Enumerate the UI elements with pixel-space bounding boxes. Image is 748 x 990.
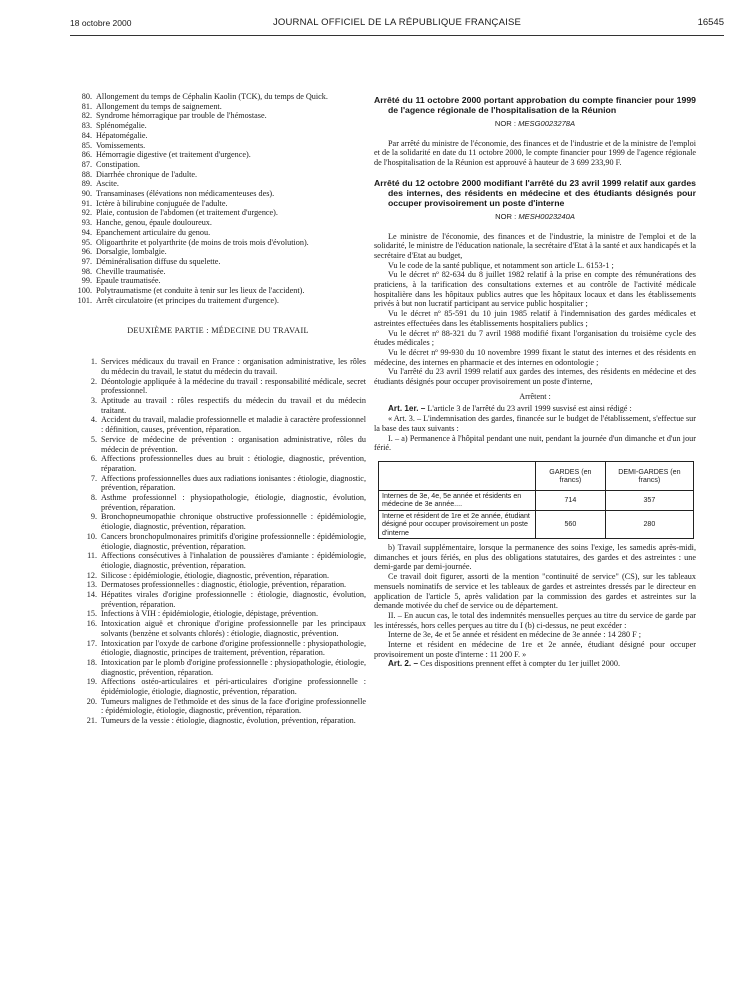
list-item	[70, 276, 366, 286]
list-item-number: 21.	[86, 716, 97, 726]
list-item	[70, 92, 366, 102]
list-item-number: 87.	[81, 159, 92, 169]
list-item	[70, 238, 366, 248]
list-item-number: 12.	[86, 570, 97, 580]
list-item-text: Hanche, genou, épaule douloureux.	[96, 218, 212, 228]
list-item-text: Tumeurs de la vessie : étiologie, diagnostic, évolution, prévention, réparation.	[101, 716, 356, 726]
list-item-text: Hémorragie digestive (et traitement d'urgence).	[96, 150, 251, 160]
decree-2-title: Arrêté du 12 octobre 2000 modifiant l'arrêté du 23 avril 1999 relatif aux gardes des internes, des résidents en médecine et des étudiants désignés pour occuper provisoirement un poste d'interne	[374, 177, 696, 208]
list-item	[70, 474, 366, 493]
list-item-number: 7.	[90, 473, 97, 483]
list-item	[70, 170, 366, 180]
list-item-number: 83.	[81, 121, 92, 131]
list-item-number: 11.	[87, 551, 97, 561]
list-item-text: Vomissements.	[96, 140, 146, 150]
list-item-number: 10.	[86, 531, 97, 541]
list-item-text: Cancers bronchopulmonaires primitifs d'origine professionnelle : épidémiologie, étiologie, diagnostic, prévention, réparation.	[101, 531, 366, 551]
list-item-text: Intoxication par le plomb d'origine professionnelle : physiopathologie, étiologie, diagnostic, prévention, réparation.	[101, 657, 366, 677]
list-item-text: Diarrhée chronique de l'adulte.	[96, 169, 198, 179]
list-item-text: Affections professionnelles dues au bruit : étiologie, diagnostic, prévention, réparation.	[101, 454, 366, 473]
decree-1-nor: NOR : MESG0023278A	[494, 119, 576, 128]
list-item-text: Polytraumatisme (et conduite à tenir sur les lieux de l'accident).	[96, 286, 305, 296]
list-item-number: 98.	[81, 266, 92, 276]
list-item-text: Ascite.	[96, 179, 119, 189]
list-item	[70, 590, 366, 609]
list-item-number: 80.	[81, 92, 92, 101]
list-item-number: 96.	[81, 247, 92, 257]
quoted-article-3: « Art. 3. – L'indemnisation des gardes, financée sur le budget de l'établissement, s'effectue sur la base des taux suivants :	[374, 414, 697, 433]
table-header-gardes: GARDES (en francs)	[536, 461, 606, 490]
table-cell-label: Internes de 3e, 4e, 5e année et résidents en médecine de 3e année....	[379, 490, 536, 510]
list-item	[70, 677, 366, 696]
left-column	[70, 92, 366, 726]
list-item	[70, 199, 366, 209]
list-item-text: Arrêt circulatoire (et principes du traitement d'urgence).	[96, 295, 279, 305]
list-item	[70, 150, 366, 160]
list-item-text: Cheville traumatisée.	[96, 266, 166, 276]
list-item-number: 88.	[81, 169, 92, 179]
arretent-heading: Arrêtent :	[519, 391, 551, 401]
list-item	[70, 267, 366, 277]
list-item-text: Dorsalgie, lombalgie.	[96, 247, 167, 257]
list-item	[70, 658, 366, 677]
list-item-text: Constipation.	[96, 159, 140, 169]
header-page-number: 16545	[697, 17, 724, 28]
list-item	[70, 111, 366, 121]
list-item	[70, 512, 366, 531]
decree-2-nor: NOR : MESH0023240A	[495, 211, 575, 221]
paragraph: Le ministre de l'économie, des finances et de l'industrie, la ministre de l'emploi et de la solidarité, le ministre de l'éducation nationale, la secrétaire d'Etat à la santé et aux handicapés et la secrétaire d'Etat au budget,	[374, 231, 696, 260]
list-item-number: 4.	[90, 415, 97, 425]
decree-1-body: Par arrêté du ministre de l'économie, des finances et de l'industrie et de la ministre de l'emploi et de la solidarité en date du 11 octobre 2000, le compte financier pour 1999 de l'agence régionale de l'hospitalisation de la Réunion est approuvé à hauteur de 3 699 233,90 F.	[374, 138, 696, 168]
list-item-text: Allongement du temps de saignement.	[96, 101, 222, 111]
header-rule	[70, 35, 724, 36]
list-item	[70, 228, 366, 238]
list-item-text: Epanchement articulaire du genou.	[96, 227, 211, 237]
list-item-number: 17.	[86, 638, 97, 648]
list-item	[70, 179, 366, 189]
paragraph: Vu le code de la santé publique, et notamment son article L. 6153-1 ;	[388, 260, 614, 270]
paragraph-ii-2: Interne et résident en médecine de 1re et 2e année, étudiant désigné pour occuper provisoirement un poste d'interne : 11 200 F. »	[374, 640, 696, 659]
list-item-number: 100.	[77, 286, 92, 296]
article-2-label: Art. 2. –	[388, 659, 419, 669]
list-item-text: Infections à VIH : épidémiologie, étiologie, dépistage, prévention.	[101, 609, 318, 619]
list-item	[70, 131, 366, 141]
list-item-number: 13.	[86, 580, 97, 590]
list-item-number: 18.	[86, 657, 97, 667]
list-item-text: Syndrome hémorragique par trouble de l'hémostase.	[96, 111, 267, 121]
list-item	[70, 619, 366, 638]
table-header-demi-gardes: DEMI-GARDES (en francs)	[605, 461, 693, 490]
list-item	[70, 189, 366, 199]
table-header-blank	[379, 461, 536, 490]
list-item-text: Bronchopneumopathie chronique obstructive professionnelle : épidémiologie, étiologie, diagnostic, prévention, réparation.	[101, 512, 366, 532]
list-item-text: Affections professionnelles dues aux radiations ionisantes : étiologie, diagnostic, prévention, réparation.	[101, 473, 366, 493]
list-item	[70, 296, 366, 306]
list-item	[70, 121, 366, 131]
list-item-number: 8.	[90, 493, 97, 503]
article-1-label: Art. 1er. –	[388, 404, 426, 414]
list-item-text: Allongement du temps de Céphalin Kaolin (TCK), du temps de Quick.	[96, 92, 328, 101]
list-item-number: 9.	[90, 512, 97, 522]
list-item-text: Intoxication par l'oxyde de carbone d'origine professionnelle : physiopathologie, étiologie, diagnostic, principes de traitement, prévention, réparation.	[101, 638, 366, 658]
list-item-number: 81.	[81, 101, 92, 111]
decree-1-nor-code: MESG0023278A	[518, 119, 576, 128]
decree-2-nor-code: MESH0023240A	[518, 211, 575, 221]
symptom-list	[70, 92, 366, 305]
list-item-text: Affections consécutives à l'inhalation de poussières d'amiante : épidémiologie, étiologie, diagnostic, prévention, réparation.	[101, 551, 366, 570]
list-item-number: 89.	[81, 179, 92, 189]
list-item-number: 97.	[81, 256, 92, 266]
list-item	[70, 286, 366, 296]
list-item	[70, 580, 366, 590]
list-item-number: 20.	[86, 696, 97, 706]
list-item-text: Accident du travail, maladie professionnelle et maladie à caractère professionnel : définition, causes, prévention, réparation.	[101, 415, 366, 435]
list-item-number: 91.	[81, 198, 92, 208]
list-item	[70, 396, 366, 415]
list-item-text: Déontologie appliquée à la médecine du travail : responsabilité médicale, secret professionnel.	[101, 376, 366, 396]
paragraph-b: b) Travail supplémentaire, lorsque la permanence des soins l'exige, les samedis après-midi, dimanches et jours fériés, en plus des obligations statutaires, des gardes et des astreintes : une demi-garde par demi-journée.	[374, 543, 696, 572]
list-item	[70, 435, 366, 454]
list-item-text: Asthme professionnel : physiopathologie, étiologie, diagnostic, évolution, prévention, réparation.	[101, 493, 366, 512]
table-cell-gardes: 560	[536, 510, 606, 538]
page-header	[70, 18, 724, 30]
header-date: 18 octobre 2000	[70, 18, 132, 28]
list-item	[70, 377, 366, 396]
list-item-number: 94.	[81, 227, 92, 237]
list-item-text: Dermatoses professionnelles : diagnostic, étiologie, prévention, réparation.	[101, 580, 347, 590]
occupational-medicine-list	[70, 357, 366, 726]
paragraph-ii: II. – En aucun cas, le total des indemnités mensuelles perçues au titre du service de garde par les intéressés, hors celles perçues au titre du I (b) ci-dessus, ne peut excéder :	[374, 610, 696, 630]
list-item-text: Hépatites virales d'origine professionnelle : étiologie, diagnostic, évolution, prévention, réparation.	[101, 590, 366, 609]
list-item-number: 19.	[86, 677, 97, 687]
paragraph: Vu le décret nº 88-321 du 7 avril 1988 modifié fixant l'organisation du troisième cycle des études médicales ;	[374, 328, 696, 348]
right-column	[374, 95, 696, 669]
list-item	[70, 609, 366, 619]
list-item-text: Plaie, contusion de l'abdomen (et traitement d'urgence).	[96, 208, 278, 218]
list-item-number: 85.	[81, 140, 92, 150]
guard-rates-table	[378, 461, 694, 539]
list-item-number: 3.	[90, 395, 97, 405]
list-item	[70, 218, 366, 228]
list-item-number: 5.	[90, 434, 97, 444]
list-item	[70, 415, 366, 434]
list-item-number: 90.	[81, 189, 92, 199]
list-item-number: 6.	[90, 454, 97, 464]
list-item	[70, 357, 366, 376]
paragraph-ii-1: Interne de 3e, 4e et 5e année et résident en médecine de 3e année : 14 280 F ;	[388, 630, 642, 640]
list-item-number: 92.	[81, 208, 92, 218]
list-item-text: Epaule traumatisée.	[96, 276, 161, 286]
list-item	[70, 697, 366, 716]
table-cell-gardes: 714	[536, 490, 606, 510]
list-item	[70, 247, 366, 257]
table-header-row	[379, 461, 694, 490]
list-item	[70, 493, 366, 512]
list-item-number: 15.	[86, 609, 97, 619]
list-item-number: 16.	[86, 619, 97, 629]
list-item-text: Intoxication aiguë et chronique d'origine professionnelle par les principaux solvants (benzène et solvants chlorés) : étiologie, diagnostic, prévention.	[101, 619, 366, 638]
paragraph-continuite: Ce travail doit figurer, assorti de la mention "continuité de service" (CS), sur les tableaux mensuels nominatifs de service et les tableaux de gardes et astreintes dressés par le directeur en application de l'article 5, après validation par la commission des gardes et astreintes sur la demande motivée du chef de service ou de département.	[374, 572, 696, 611]
list-item-text: Aptitude au travail : rôles respectifs du médecin du travail et du médecin traitant.	[101, 395, 366, 415]
paragraph: Vu le décret nº 85-591 du 10 juin 1985 relatif à l'indemnisation des gardes médicales et astreintes effectuées dans les établissements hospitaliers publics ;	[374, 309, 696, 328]
header-title: JOURNAL OFFICIEL DE LA RÉPUBLIQUE FRANÇAISE	[272, 17, 522, 28]
list-item	[70, 102, 366, 112]
list-item-text: Oligoarthrite et polyarthrite (de moins de trois mois d'évolution).	[96, 237, 309, 247]
list-item-text: Ictère à bilirubine conjuguée de l'adulte.	[96, 198, 228, 208]
paragraph: Vu le décret nº 99-930 du 10 novembre 1999 fixant le statut des internes et des résidents en médecine, des internes en pharmacie et des internes en odontologie ;	[374, 347, 696, 367]
list-item-number: 14.	[86, 590, 97, 600]
list-item-text: Silicose : épidémiologie, étiologie, diagnostic, prévention, réparation.	[101, 570, 330, 580]
list-item	[70, 160, 366, 170]
paragraph-i-a: I. – a) Permanence à l'hôpital pendant une nuit, pendant la journée d'un dimanche et d'un jour férié.	[374, 433, 696, 453]
list-item	[70, 571, 366, 581]
list-item-text: Tumeurs malignes de l'ethmoïde et des sinus de la face d'origine professionnelle : épidémiologie, étiologie, diagnostic, prévention, réparation.	[101, 696, 366, 716]
paragraph: Vu l'arrêté du 23 avril 1999 relatif aux gardes des internes, des résidents en médecine et des étudiants désignés pour occuper provisoirement un poste d'interne,	[374, 367, 696, 387]
list-item-text: Service de médecine de prévention : organisation administrative, rôles du médecin de prévention.	[101, 434, 366, 454]
list-item-number: 93.	[81, 218, 92, 228]
table-cell-demi-gardes: 280	[605, 510, 693, 538]
list-item	[70, 532, 366, 551]
list-item	[70, 639, 366, 658]
list-item	[70, 141, 366, 151]
article-1: Art. 1er. – L'article 3 de l'arrêté du 23 avril 1999 susvisé est ainsi rédigé :	[388, 404, 632, 414]
decree-1-title: Arrêté du 11 octobre 2000 portant approbation du compte financier pour 1999 de l'agence régionale de l'hospitalisation de la Réunion	[374, 95, 696, 115]
list-item-number: 2.	[90, 376, 97, 386]
list-item	[70, 716, 366, 726]
list-item	[70, 551, 366, 570]
list-item-number: 82.	[81, 111, 92, 121]
article-2: Art. 2. – Ces dispositions prennent effet à compter du 1er juillet 2000.	[388, 659, 621, 669]
list-item	[70, 208, 366, 218]
list-item-number: 99.	[81, 276, 92, 286]
list-item-text: Transaminases (élévations non médicamenteuses des).	[96, 189, 275, 199]
table-row	[379, 510, 694, 538]
list-item-text: Splénomégalie.	[96, 121, 147, 131]
list-item-number: 84.	[81, 130, 92, 140]
list-item	[70, 257, 366, 267]
table-cell-label: Interne et résident de 1re et 2e année, étudiant désigné pour occuper provisoirement un poste d'interne	[379, 510, 536, 538]
list-item	[70, 454, 366, 473]
list-item-number: 1.	[90, 357, 97, 367]
paragraph: Vu le décret nº 82-634 du 8 juillet 1982 relatif à la prise en compte des rémunérations des praticiens, à la tarification des consultations externes et au contrôle de l'activité médicale hospitalière dans les hôpitaux publics autres que les hôpitaux locaux et dans les établissements privés à but non lucratif participant au service public hospitalier ;	[374, 270, 696, 309]
list-item-number: 86.	[81, 150, 92, 160]
list-item-number: 95.	[81, 237, 92, 247]
list-item-text: Services médicaux du travail en France : organisation administrative, les rôles du médecin du travail, le statut du médecin du travail.	[101, 357, 366, 376]
section-title: DEUXIÈME PARTIE : MÉDECINE DU TRAVAIL	[127, 326, 309, 336]
list-item-text: Déminéralisation diffuse du squelette.	[96, 256, 221, 266]
list-item-text: Affections ostéo-articulaires et péri-articulaires d'origine professionnelle : épidémiologie, étiologie, diagnostic, prévention, réparation.	[101, 677, 366, 697]
table-cell-demi-gardes: 357	[605, 490, 693, 510]
table-row	[379, 490, 694, 510]
list-item-text: Hépatomégalie.	[96, 130, 148, 140]
list-item-number: 101.	[77, 295, 92, 305]
